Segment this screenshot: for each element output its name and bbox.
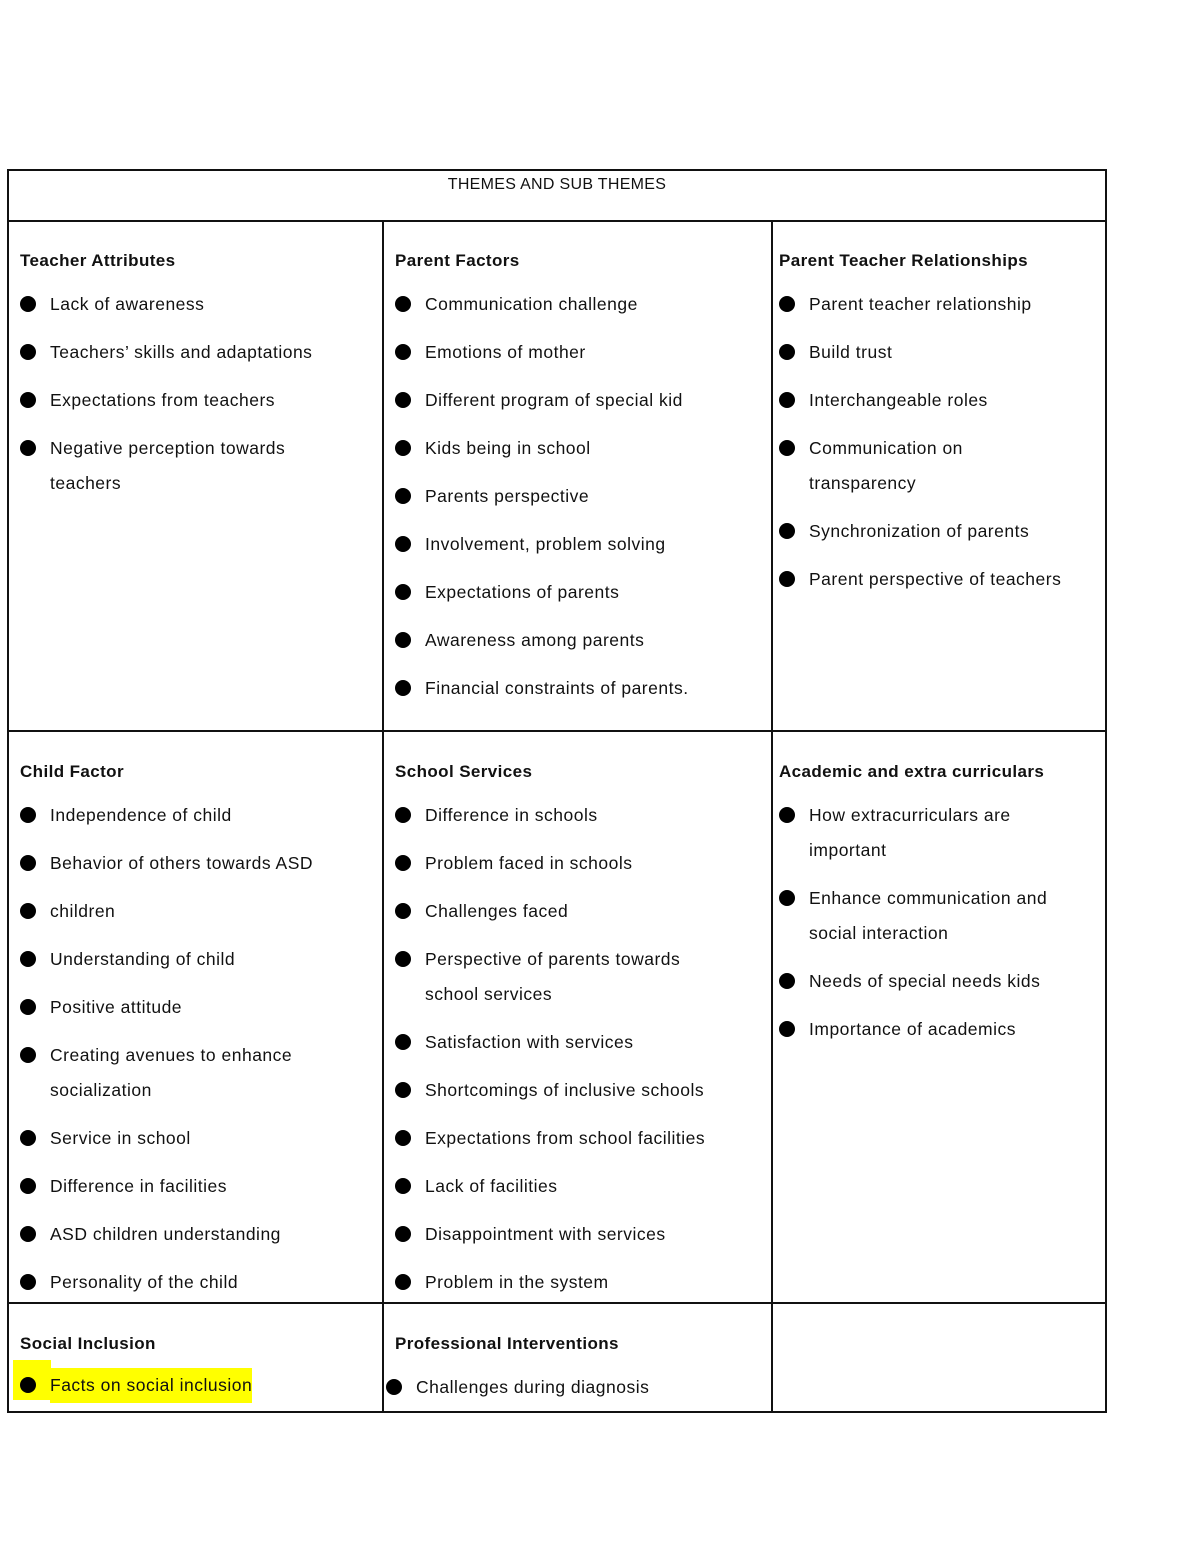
subtheme-text: children (50, 901, 116, 921)
subtheme-text: Communication on transparency (809, 438, 963, 493)
bullet-icon (779, 296, 795, 312)
theme-cell-school-services (395, 760, 765, 1313)
subtheme-text: Positive attitude (50, 997, 183, 1017)
subtheme-item (395, 479, 765, 514)
subtheme-text: Service in school (50, 1128, 191, 1148)
subtheme-item (395, 287, 765, 322)
subtheme-text: Difference in schools (425, 805, 598, 825)
subtheme-item (20, 1121, 375, 1156)
subtheme-text: Expectations from teachers (50, 390, 276, 410)
table-border-top (7, 169, 1107, 171)
subtheme-item (779, 881, 1099, 951)
theme-cell-academic-extra-curriculars (779, 760, 1099, 1060)
bullet-icon (20, 1377, 36, 1393)
subtheme-item (20, 383, 375, 418)
subtheme-text: Communication challenge (425, 294, 638, 314)
bullet-icon (395, 344, 411, 360)
subtheme-item (395, 335, 765, 370)
bullet-icon (20, 440, 36, 456)
subtheme-item (20, 335, 375, 370)
subtheme-text: Personality of the child (50, 1272, 239, 1292)
subtheme-text: Importance of academics (809, 1019, 1017, 1039)
subtheme-text: Creating avenues to enhance socialization (50, 1045, 293, 1100)
subtheme-list (20, 287, 375, 501)
subtheme-text: Lack of facilities (425, 1176, 558, 1196)
subtheme-list (395, 287, 765, 706)
subtheme-item (20, 287, 375, 322)
subtheme-text: Enhance communication and social interaction (809, 888, 1048, 943)
subtheme-list (779, 798, 1099, 1047)
bullet-icon (779, 344, 795, 360)
bullet-icon (395, 855, 411, 871)
subtheme-item (20, 431, 375, 501)
bullet-icon (20, 999, 36, 1015)
subtheme-item (395, 942, 765, 1012)
theme-cell-parent-teacher-relationships (779, 249, 1099, 610)
bullet-icon (395, 440, 411, 456)
bullet-icon (395, 903, 411, 919)
bullet-icon (20, 1047, 36, 1063)
bullet-icon (395, 296, 411, 312)
subtheme-text: Lack of awareness (50, 294, 205, 314)
bullet-icon (779, 440, 795, 456)
bullet-icon (20, 951, 36, 967)
table-title: THEMES AND SUB THEMES (447, 176, 667, 193)
bullet-icon (779, 392, 795, 408)
subtheme-text: Understanding of child (50, 949, 236, 969)
subtheme-text: Expectations of parents (425, 582, 620, 602)
bullet-icon (395, 680, 411, 696)
subtheme-text: Negative perception towards teachers (50, 438, 286, 493)
subtheme-item (20, 990, 375, 1025)
bullet-icon (20, 1130, 36, 1146)
subtheme-text: Awareness among parents (425, 630, 645, 650)
subtheme-item (386, 1370, 765, 1405)
theme-heading: School Services (395, 762, 533, 781)
bullet-icon (779, 807, 795, 823)
subtheme-item (395, 623, 765, 658)
subtheme-item (779, 287, 1099, 322)
subtheme-text: Challenges during diagnosis (416, 1377, 650, 1397)
subtheme-list (20, 1368, 375, 1403)
subtheme-text: Behavior of others towards ASD (50, 853, 314, 873)
subtheme-list (386, 1370, 765, 1405)
subtheme-list (395, 798, 765, 1300)
bullet-icon (779, 571, 795, 587)
subtheme-text: Synchronization of parents (809, 521, 1030, 541)
subtheme-item (20, 1169, 375, 1204)
subtheme-text: Disappointment with services (425, 1224, 666, 1244)
subtheme-text: Interchangeable roles (809, 390, 988, 410)
bullet-icon (20, 296, 36, 312)
subtheme-item (395, 527, 765, 562)
subtheme-item (20, 846, 375, 881)
theme-heading: Social Inclusion (20, 1334, 156, 1353)
bullet-icon (20, 344, 36, 360)
bullet-icon (395, 1130, 411, 1146)
subtheme-text: Emotions of mother (425, 342, 586, 362)
subtheme-item (20, 1265, 375, 1300)
subtheme-text: Problem faced in schools (425, 853, 633, 873)
table-border-right (1105, 169, 1107, 1413)
subtheme-item (395, 894, 765, 929)
theme-heading: Academic and extra curriculars (779, 762, 1045, 781)
subtheme-item (779, 383, 1099, 418)
theme-cell-parent-factors (395, 249, 765, 719)
bullet-icon (20, 807, 36, 823)
bullet-icon (20, 855, 36, 871)
subtheme-text: Perspective of parents towards school services (425, 949, 681, 1004)
subtheme-item (395, 846, 765, 881)
bullet-icon (395, 488, 411, 504)
bullet-icon (779, 973, 795, 989)
bullet-icon (20, 392, 36, 408)
table-border-row1-bottom (7, 730, 1107, 732)
subtheme-item (20, 1038, 375, 1108)
subtheme-text: Kids being in school (425, 438, 591, 458)
subtheme-text: Financial constraints of parents. (425, 678, 689, 698)
subtheme-item (395, 431, 765, 466)
subtheme-item (395, 1169, 765, 1204)
bullet-icon (395, 1034, 411, 1050)
bullet-icon (779, 523, 795, 539)
subtheme-item (20, 942, 375, 977)
bullet-icon (386, 1379, 402, 1395)
subtheme-text: Build trust (809, 342, 893, 362)
subtheme-text: Shortcomings of inclusive schools (425, 1080, 705, 1100)
theme-heading: Parent Teacher Relationships (779, 251, 1028, 270)
subtheme-text: Parent teacher relationship (809, 294, 1032, 314)
subtheme-item (395, 798, 765, 833)
bullet-icon (395, 1178, 411, 1194)
theme-cell-teacher-attributes (20, 249, 375, 514)
bullet-icon (779, 1021, 795, 1037)
subtheme-item (779, 798, 1099, 868)
subtheme-item (779, 562, 1099, 597)
theme-heading: Teacher Attributes (20, 251, 176, 270)
theme-cell-social-inclusion (20, 1332, 375, 1416)
subtheme-text: Facts on social inclusion (50, 1368, 252, 1403)
theme-heading: Parent Factors (395, 251, 520, 270)
subtheme-text: Involvement, problem solving (425, 534, 666, 554)
subtheme-list (20, 798, 375, 1300)
subtheme-item (20, 894, 375, 929)
bullet-icon (395, 951, 411, 967)
subtheme-list (779, 287, 1099, 597)
bullet-icon (779, 890, 795, 906)
subtheme-text: Expectations from school facilities (425, 1128, 706, 1148)
subtheme-text: Difference in facilities (50, 1176, 228, 1196)
subtheme-text: How extracurriculars are important (809, 805, 1011, 860)
subtheme-text: Parents perspective (425, 486, 590, 506)
subtheme-text: Teachers’ skills and adaptations (50, 342, 313, 362)
bullet-icon (20, 1274, 36, 1290)
subtheme-item (395, 671, 765, 706)
bullet-icon (395, 1274, 411, 1290)
subtheme-item (395, 1265, 765, 1300)
theme-heading: Child Factor (20, 762, 124, 781)
subtheme-item (20, 798, 375, 833)
table-column-divider-2 (771, 220, 773, 1413)
bullet-icon (395, 1082, 411, 1098)
bullet-icon (395, 1226, 411, 1242)
subtheme-text: Needs of special needs kids (809, 971, 1041, 991)
bullet-icon (20, 1226, 36, 1242)
bullet-icon (395, 807, 411, 823)
subtheme-item (395, 1073, 765, 1108)
subtheme-item (20, 1368, 375, 1403)
subtheme-text: Different program of special kid (425, 390, 683, 410)
subtheme-item (779, 514, 1099, 549)
subtheme-text: Independence of child (50, 805, 232, 825)
bullet-icon (395, 392, 411, 408)
bullet-icon (20, 1178, 36, 1194)
subtheme-item (395, 1121, 765, 1156)
subtheme-item (395, 575, 765, 610)
subtheme-item (395, 1217, 765, 1252)
bullet-icon (395, 632, 411, 648)
table-border-left (7, 169, 9, 1413)
theme-cell-child-factor (20, 760, 375, 1313)
subtheme-item (779, 1012, 1099, 1047)
bullet-icon (395, 536, 411, 552)
bullet-icon (395, 584, 411, 600)
subtheme-item (395, 383, 765, 418)
bullet-icon (20, 903, 36, 919)
subtheme-item (779, 431, 1099, 501)
theme-heading: Professional Interventions (395, 1334, 619, 1353)
subtheme-item (20, 1217, 375, 1252)
subtheme-item (395, 1025, 765, 1060)
subtheme-text: Satisfaction with services (425, 1032, 634, 1052)
subtheme-item (779, 335, 1099, 370)
subtheme-text: Problem in the system (425, 1272, 609, 1292)
theme-cell-professional-interventions (395, 1332, 765, 1418)
subtheme-text: ASD children understanding (50, 1224, 281, 1244)
table-border-title-bottom (7, 220, 1107, 222)
table-column-divider-1 (382, 220, 384, 1413)
subtheme-text: Challenges faced (425, 901, 569, 921)
subtheme-text: Parent perspective of teachers (809, 569, 1062, 589)
subtheme-item (779, 964, 1099, 999)
